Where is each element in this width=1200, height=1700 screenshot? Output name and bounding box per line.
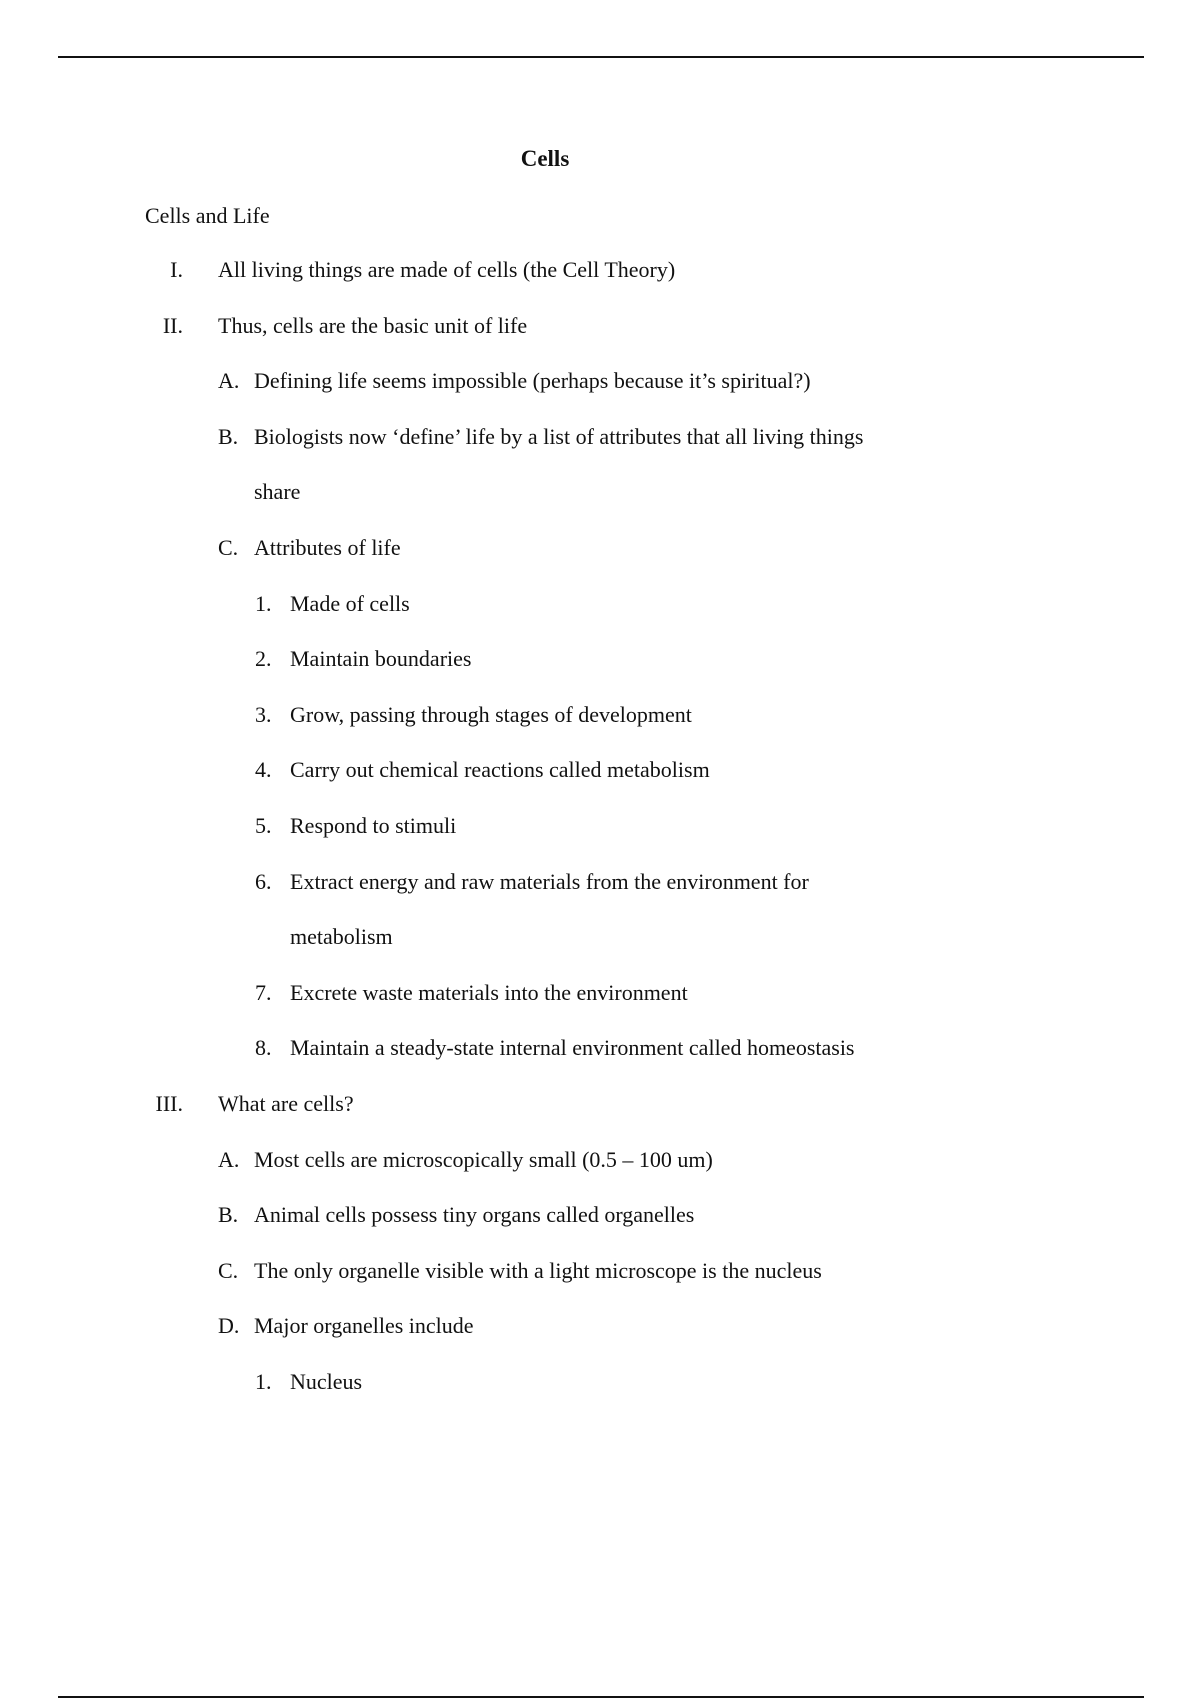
outline-marker: C. — [218, 535, 239, 560]
outline-item-text: Grow, passing through stages of development — [290, 702, 692, 727]
outline-item-text: Excrete waste materials into the environment — [290, 980, 688, 1005]
outline-marker: 5. — [255, 813, 272, 838]
outline-item-text: Major organelles include — [254, 1313, 474, 1338]
outline-item-continuation: metabolism — [290, 924, 393, 949]
outline-item-text: Animal cells possess tiny organs called organelles — [254, 1202, 695, 1227]
outline-marker: 6. — [255, 869, 272, 894]
outline-marker: 7. — [255, 980, 272, 1005]
outline-marker: D. — [218, 1313, 240, 1338]
outline-marker: A. — [218, 368, 240, 393]
page-title: Cells — [520, 146, 570, 171]
outline-item-text: Maintain a steady-state internal environment called homeostasis — [290, 1035, 855, 1060]
outline-item-text: Attributes of life — [254, 535, 401, 560]
outline-marker: A. — [218, 1147, 240, 1172]
outline-marker: 4. — [255, 757, 272, 782]
section-heading: Cells and Life — [145, 203, 270, 228]
outline-marker: 1. — [255, 591, 272, 616]
outline-marker: III. — [155, 1091, 183, 1116]
outline-item-text: Biologists now ‘define’ life by a list of attributes that all living things — [254, 424, 864, 449]
outline-item-text: Carry out chemical reactions called metabolism — [290, 757, 710, 782]
outline-item-text: Defining life seems impossible (perhaps because it’s spiritual?) — [254, 368, 811, 393]
outline-marker: B. — [218, 424, 239, 449]
outline-item-text: Made of cells — [290, 591, 410, 616]
outline-marker: 1. — [255, 1369, 272, 1394]
header-rule — [58, 56, 1144, 58]
outline-marker: I. — [170, 257, 183, 282]
outline-item-text: All living things are made of cells (the Cell Theory) — [218, 257, 676, 282]
outline-marker: 2. — [255, 646, 272, 671]
outline-item-text: Nucleus — [290, 1369, 363, 1394]
outline-item-text: The only organelle visible with a light microscope is the nucleus — [254, 1258, 822, 1283]
outline-marker: C. — [218, 1258, 239, 1283]
outline-item-text: Most cells are microscopically small (0.5 – 100 um) — [254, 1147, 713, 1172]
outline-item-text: Extract energy and raw materials from the environment for — [290, 869, 809, 894]
footer-rule — [58, 1696, 1144, 1698]
outline-item-continuation: share — [254, 479, 301, 504]
outline-marker: II. — [162, 313, 183, 338]
outline-marker: 3. — [255, 702, 272, 727]
outline-marker: B. — [218, 1202, 239, 1227]
outline-item-text: Maintain boundaries — [290, 646, 472, 671]
outline-item-text: Thus, cells are the basic unit of life — [218, 313, 528, 338]
outline-item-text: Respond to stimuli — [290, 813, 457, 838]
outline-item-text: What are cells? — [218, 1091, 354, 1116]
outline-marker: 8. — [255, 1035, 272, 1060]
